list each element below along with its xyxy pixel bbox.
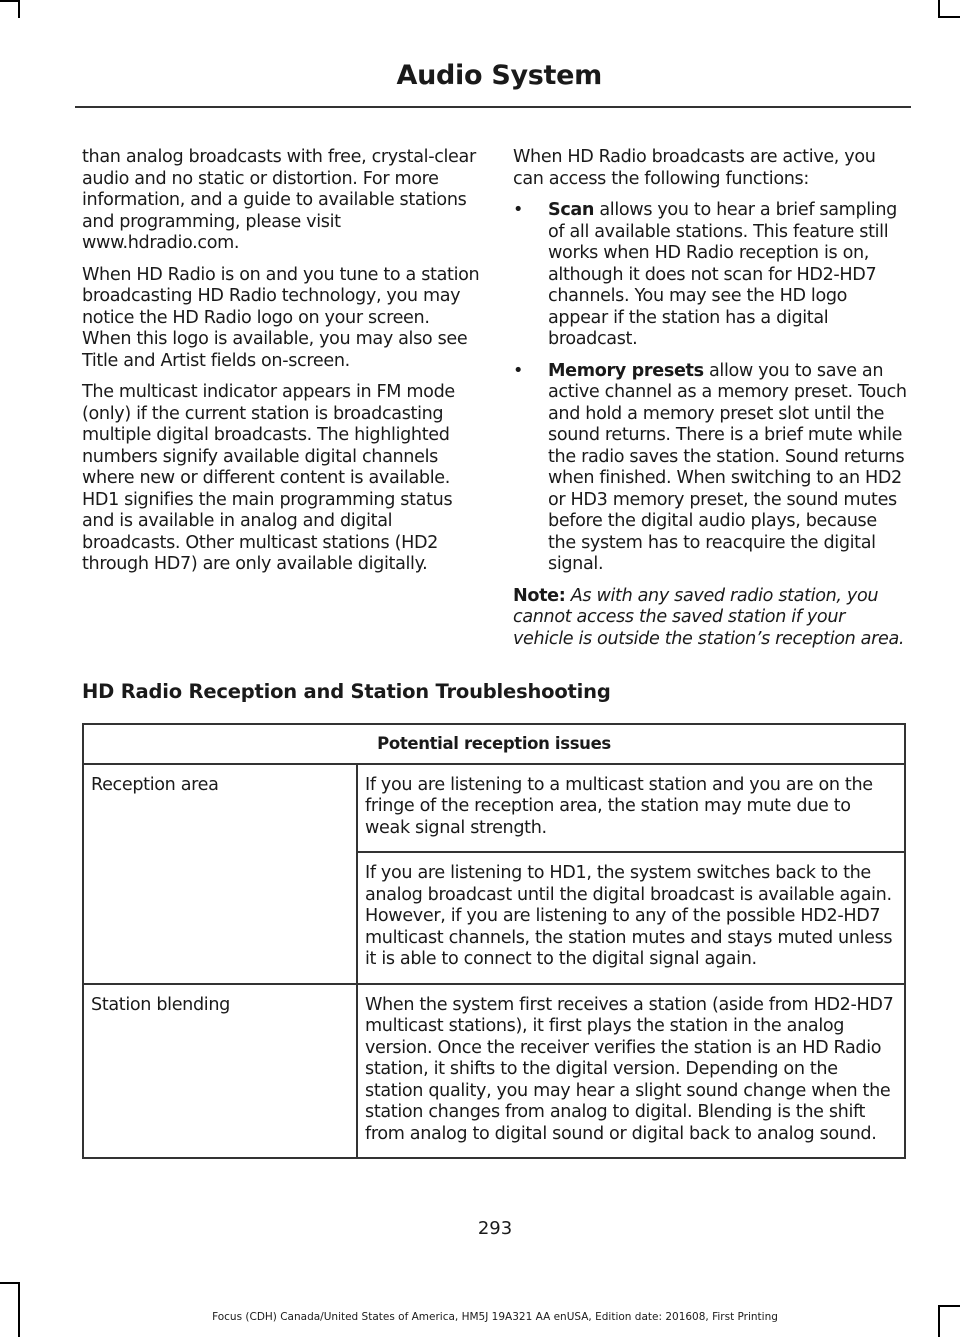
note-text: As with any saved radio station, you cannot access the saved station if your vehicle is outside the station’s reception area. [513,585,905,649]
crop-mark [0,0,20,2]
crop-mark [18,0,20,18]
bullet-text: allow you to save an active channel as a memory preset. Touch and hold a memory preset slot until the sound returns. There is a brief mute while the radio saves the station. Sound returns when finished. When switching to an HD2 or HD3 memory preset, the sound mutes before the digital audio plays, because the system has to reacquire the digital signal. [548,360,907,574]
bullet-term: Memory presets [548,360,704,381]
bullet-text: allows you to hear a brief sampling of all available stations. This feature still works when HD Radio reception is on, although it does not scan for HD2-HD7 channels. You may see the HD logo appear if the station has a digital broadcast. [548,200,897,349]
bullet-icon: • [513,360,524,381]
list-item [513,361,909,576]
table-row [83,764,905,853]
crop-mark [938,1305,960,1307]
bullet-term: Scan [548,200,595,220]
paragraph: When HD Radio broadcasts are active, you can access the following functions: [513,147,876,189]
section-heading: HD Radio Reception and Station Troubleshooting [82,680,611,703]
bullet-icon: • [513,200,524,220]
list-item [513,200,909,351]
page-number: 293 [477,1218,513,1239]
table-cell-label [83,852,357,984]
table-row [83,984,905,1159]
crop-mark [0,1282,20,1284]
reception-issues-table [82,723,906,1159]
table-cell-label: Reception area [83,764,357,853]
table-row [83,852,905,984]
table-header: Potential reception issues [83,724,905,764]
table-cell-text: If you are listening to a multicast station and you are on the fringe of the reception area, the station may mute due to weak signal strength. [357,764,905,853]
page-header-title: Audio System [396,60,602,91]
header-divider [75,106,911,108]
note [513,586,909,651]
paragraph: than analog broadcasts with free, crystal-clear audio and no static or distortion. For more information, and a guide to available stations and programming, please visit www.hdradio.com. [82,147,476,253]
table-cell-text: When the system first receives a station (aside from HD2-HD7 multicast stations), it first plays the station in the analog version. Once the receiver verifies the station is an HD Radio station, it shifts to the digital version. Depending on the station quality, you may hear a slight sound change when the station changes from analog to digital. Blending is the shift from analog to digital sound or digital back to analog sound. [357,984,905,1159]
paragraph: The multicast indicator appears in FM mode (only) if the current station is broadcasting multiple digital broadcasts. The highlighted numbers signify available digital channels where new or different content is available. HD1 signifies the main programming status and is available in analog and digital broadcasts. Other multicast stations (HD2 through HD7) are only available digitally. [82,382,455,574]
footer-text: Focus (CDH) Canada/United States of America, HM5J 19A321 AA enUSA, Edition date: 201608, First Printing [212,1311,778,1323]
table-cell-label: Station blending [83,984,357,1159]
paragraph: When HD Radio is on and you tune to a station broadcasting HD Radio technology, you may notice the HD Radio logo on your screen. When this logo is available, you may also see Title and Artist fields on-screen. [82,264,480,371]
crop-mark [18,1282,20,1337]
right-column [513,147,909,660]
table-cell-text: If you are listening to HD1, the system switches back to the analog broadcast until the digital broadcast is available again. However, if you are listening to any of the possible HD2-HD7 multicast channels, the station mutes and stays muted unless it is able to connect to the digital signal again. [357,852,905,984]
table-header-row [83,724,905,764]
left-column [82,147,482,586]
crop-mark [938,16,960,18]
note-label: Note: [513,585,566,606]
